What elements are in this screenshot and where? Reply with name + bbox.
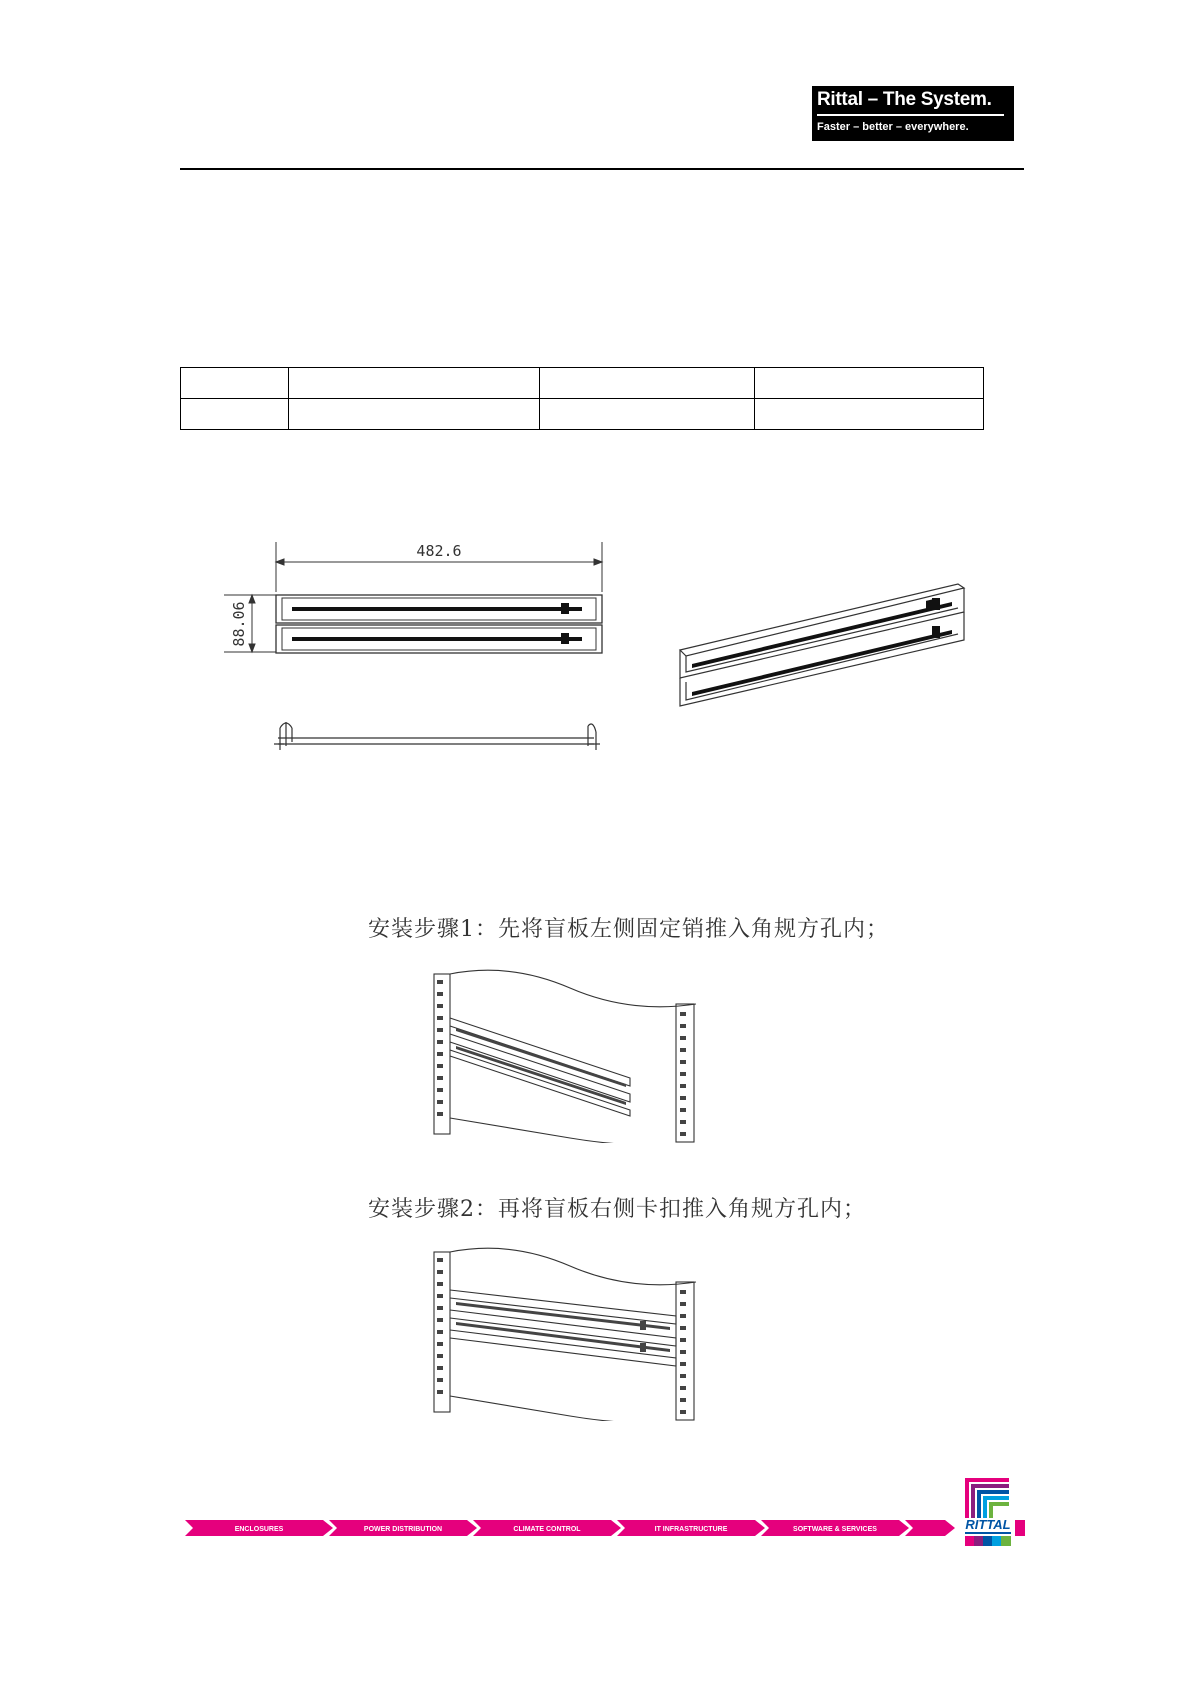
step-2-caption: 安装步骤2：再将盲板右侧卡扣推入角规方孔内； [368, 1197, 866, 1222]
logo-tagline: Faster – better – everywhere. [817, 121, 969, 133]
footer-bar [185, 1476, 1025, 1546]
header-divider [180, 168, 1024, 170]
rittal-brand-text: RITTAL [965, 1517, 1011, 1532]
table-cell [181, 368, 289, 399]
front-view-drawing [220, 540, 620, 660]
footer-nav-software-services[interactable]: SOFTWARE & SERVICES [793, 1526, 877, 1533]
table-cell [755, 399, 984, 430]
table-cell [181, 399, 289, 430]
table-cell [288, 368, 539, 399]
footer-nav-enclosures[interactable]: ENCLOSURES [234, 1526, 284, 1533]
table-cell [288, 399, 539, 430]
footer-segment [1015, 1520, 1025, 1536]
step-1-illustration [430, 968, 700, 1143]
height-dimension: 88.06 [230, 601, 248, 647]
logo-underline [817, 114, 1004, 116]
rittal-brand-logo [963, 1476, 1011, 1546]
spec-table [180, 367, 984, 430]
table-row [181, 399, 984, 430]
footer-nav-power-distribution[interactable]: POWER DISTRIBUTION [363, 1526, 443, 1533]
top-view-drawing [270, 718, 610, 754]
table-row [181, 368, 984, 399]
step-2-illustration [430, 1246, 700, 1421]
footer-nav [185, 1520, 1025, 1536]
footer-nav-it-infrastructure[interactable]: IT INFRASTRUCTURE [654, 1526, 728, 1533]
width-dimension: 482.6 [416, 542, 462, 560]
rittal-logo [812, 86, 1014, 141]
step-1-caption: 安装步骤1：先将盲板左侧固定销推入角规方孔内； [368, 917, 889, 942]
footer-segment [905, 1520, 955, 1536]
logo-title: Rittal – The System. [817, 89, 992, 110]
table-cell [755, 368, 984, 399]
footer-nav-climate-control[interactable]: CLIMATE CONTROL [513, 1526, 581, 1533]
isometric-view-drawing [670, 572, 970, 722]
table-cell [539, 368, 755, 399]
table-cell [539, 399, 755, 430]
